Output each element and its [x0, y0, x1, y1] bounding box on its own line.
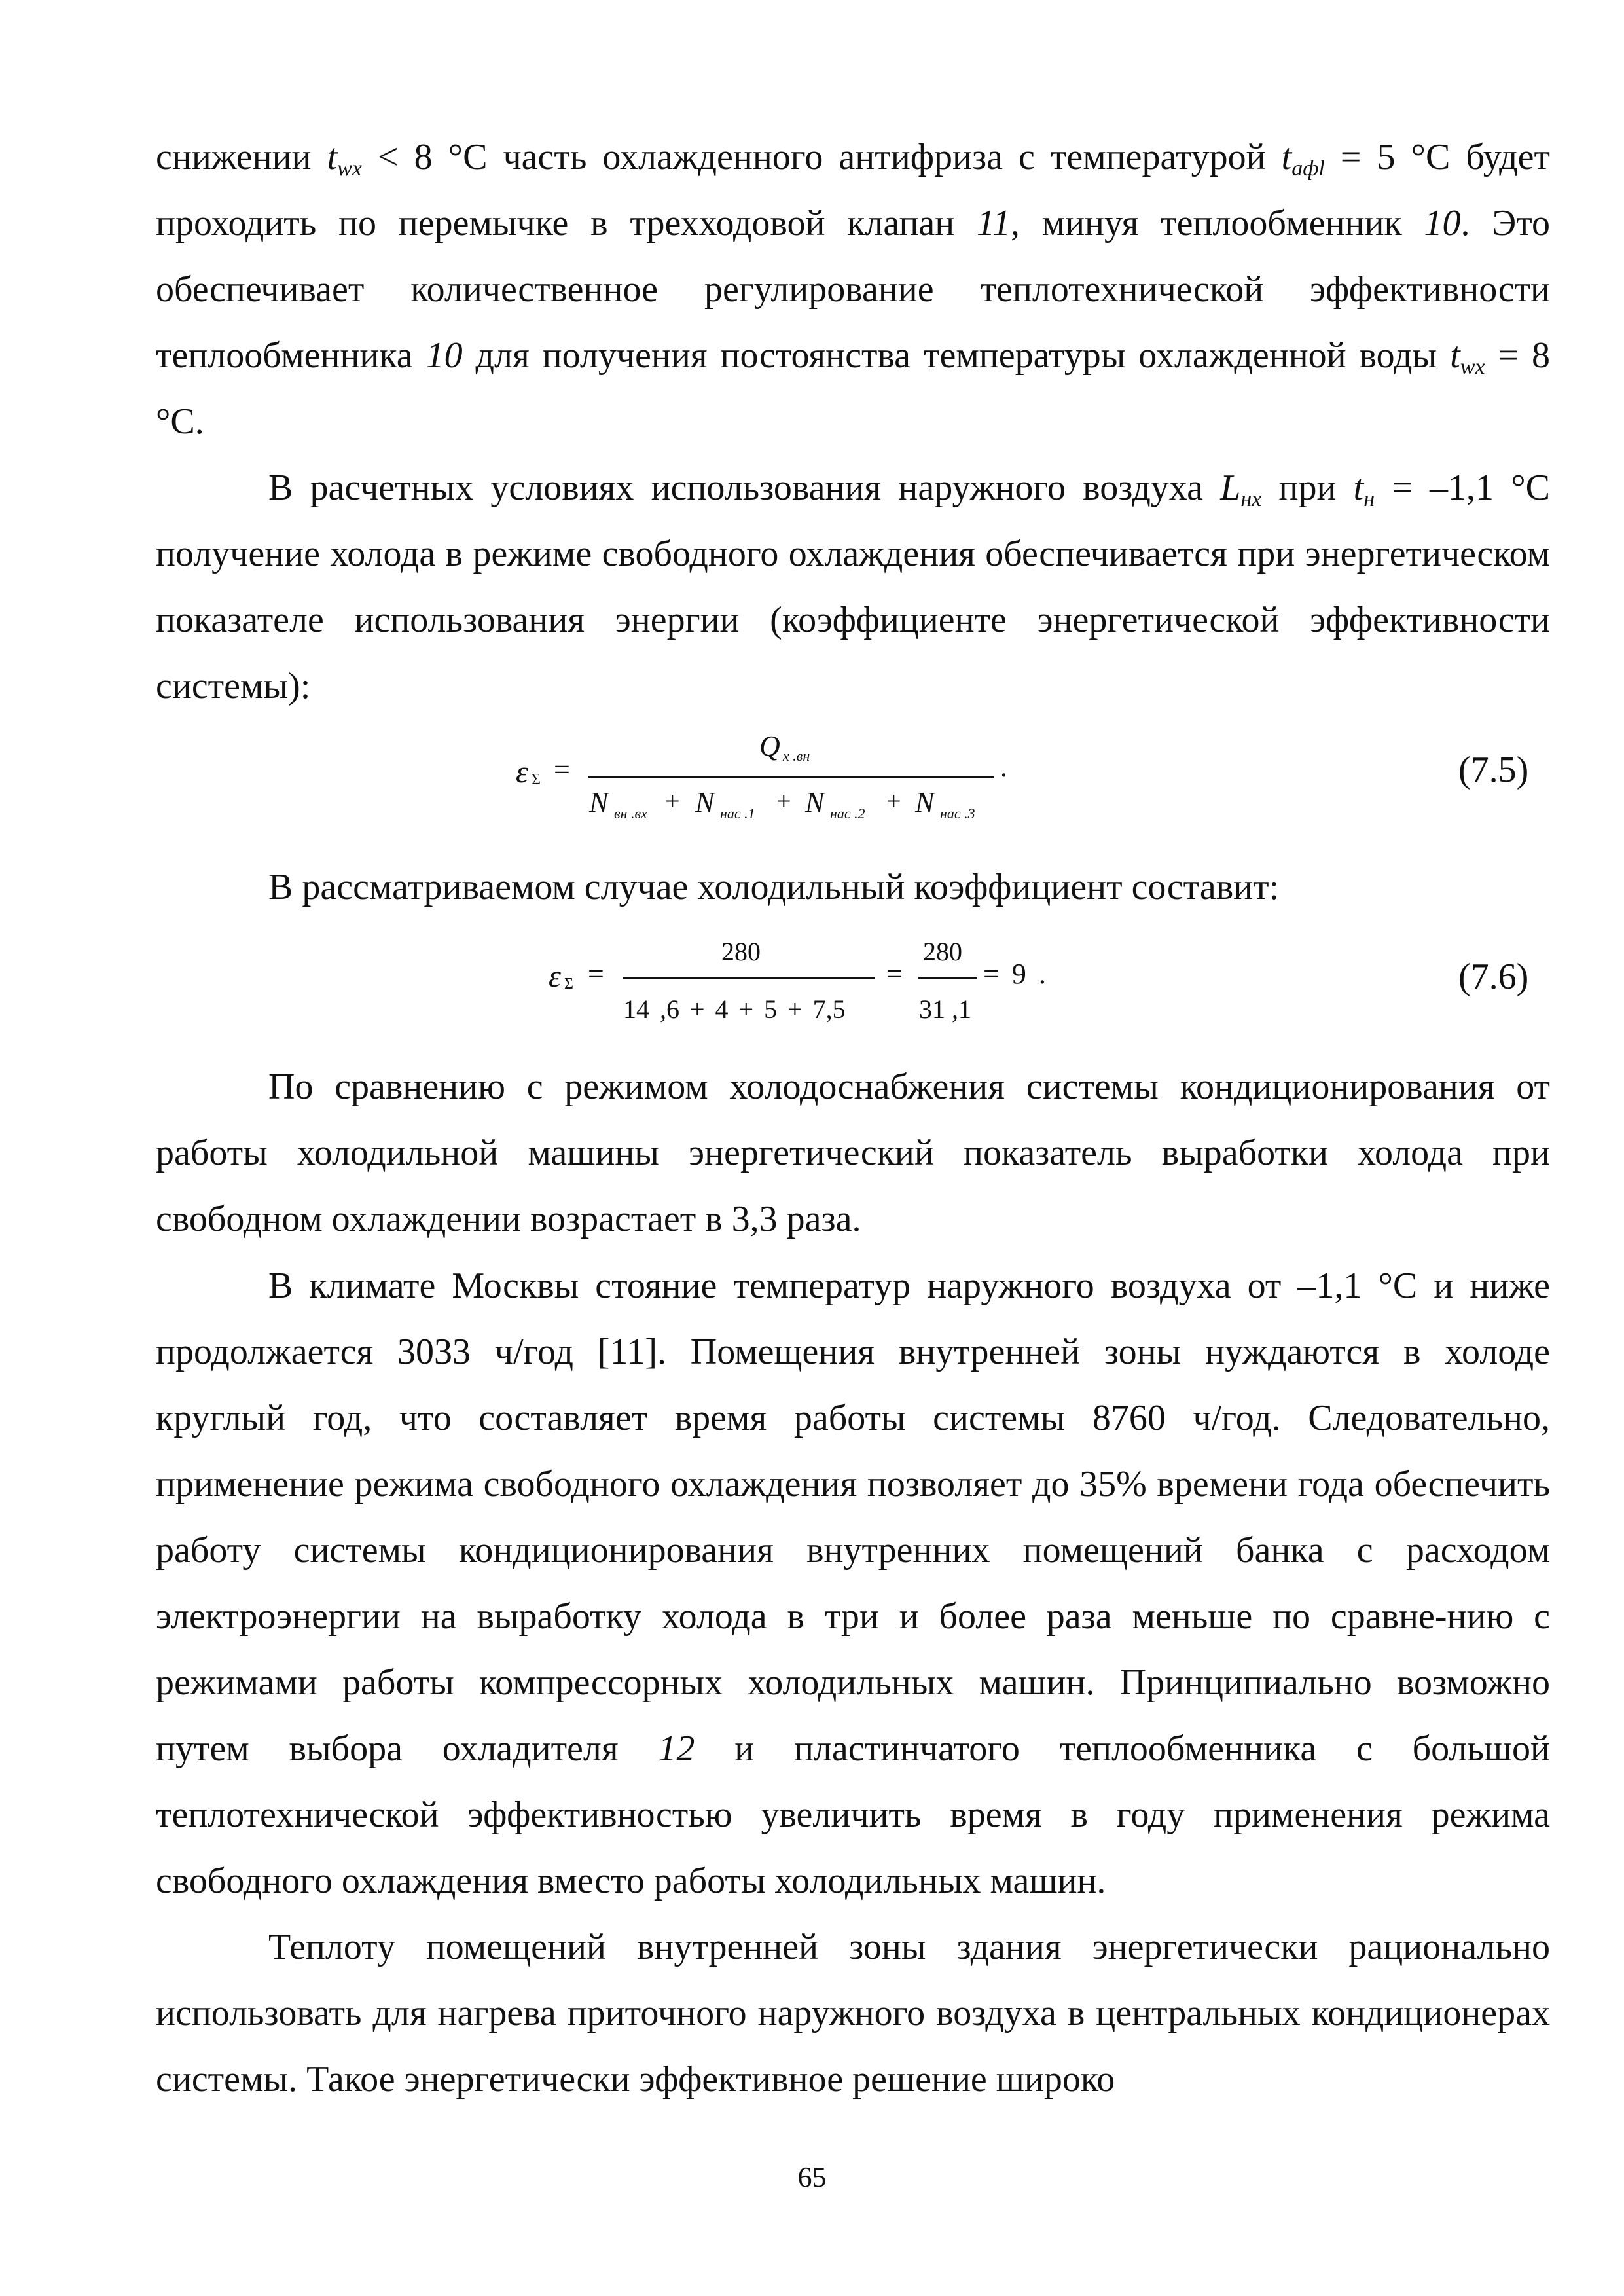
fraction-bar: [588, 776, 994, 778]
equals-sign: =: [886, 958, 903, 990]
denominator-1: 14 ,6 + 4 + 5 + 7,5: [623, 994, 846, 1024]
numerator-2: 280: [923, 937, 962, 966]
fraction-bar-1: [623, 977, 875, 979]
plus-sign: +: [665, 786, 680, 816]
equation-number: (7.6): [1458, 957, 1529, 997]
formula-result: = 9 .: [983, 958, 1046, 990]
numerator-q: Q: [759, 730, 780, 762]
den-n3: N: [805, 786, 825, 818]
paragraph-3: В рассматриваемом случае холодильный коэффициент составит:: [268, 867, 1280, 907]
formula-7-6: [0, 930, 1624, 1048]
denominator-2: 31 ,1: [919, 994, 971, 1024]
sigma-subscript: Σ: [564, 975, 573, 993]
den-n1: N: [589, 786, 609, 818]
paragraph-4: По сравнению с режимом холодоснабжения системы кондиционирования от работы холодильной машины энергетический показатель выработки холода при свободном охлаждении возрастает в 3,3 раза.: [156, 1066, 1550, 1239]
den-n4-subscript: нас .3: [940, 805, 975, 822]
numerator-q-subscript: х .вн: [783, 748, 810, 764]
den-n2-subscript: нас .1: [720, 805, 755, 822]
paragraph-5: В климате Москвы стояние температур наружного воздуха от –1,1 °С и ниже продолжается 3033 ч/год [11]. Помещения внутренней зоны нуждаются в холоде круглый год, что составляет время работы системы 8760 ч/год. Следовательно, применение режима свободного охлаждения позволяет до 35% времени года обеспечить работу системы кондиционирования внутренних помещений банка с расходом электроэнергии на выработку холода в три и более раза меньше по сравне-нию с режимами работы компрессорных холодильных машин. Принципиально возможно путем выбора охладителя 12 и пластинчатого теплообменника с большой теплотехнической эффективностью увеличить время в году применения режима свободного охлаждения вместо работы холодильных машин.: [156, 1266, 1550, 1901]
plus-sign: +: [886, 786, 901, 816]
equals-sign: =: [554, 754, 570, 786]
plus-sign: +: [776, 786, 791, 816]
fraction-bar-2: [918, 977, 977, 979]
den-n1-subscript: вн .вх: [614, 805, 647, 822]
equals-sign: =: [588, 958, 604, 990]
paragraph-1: снижении $t_{wx} < 8$ °С часть охлажденного антифриза с температурой $t_{афl} = 5$ °С будет проходить по перемычке в трехходовой клапан 11, минуя теплообменник 10. Это обеспечивает количественное регулирование теплотехнической эффективности теплообменника 10 для получения постоянства температуры охлажденной воды $t_{wx} = 8$ °С.: [156, 137, 1551, 442]
sigma-subscript: Σ: [532, 771, 541, 788]
page-number: 65: [797, 2161, 827, 2193]
formula-7-5: [0, 727, 1624, 858]
den-n4: N: [915, 786, 935, 818]
numerator-1: 280: [721, 937, 761, 966]
den-n3-subscript: нас .2: [830, 805, 865, 822]
equation-number: (7.5): [1458, 750, 1529, 790]
epsilon-symbol: ε: [549, 959, 561, 994]
paragraph-2: В расчетных условиях использования наружного воздуха $L_{нх}$ при $t_н = -1,1$ °С получение холода в режиме свободного охлаждения обеспечивается при энергетическом показателе использования энергии (коэффициенте энергетической эффективности системы):: [156, 467, 1550, 706]
epsilon-symbol: ε: [516, 755, 528, 790]
paragraph-6: Теплоту помещений внутренней зоны здания энергетически рационально использовать для нагрева приточного наружного воздуха в центральных кондиционерах системы. Такое энергетически эффективное решение широко: [156, 1927, 1550, 2100]
den-n2: N: [695, 786, 715, 818]
formula-end-dot: .: [1000, 751, 1007, 783]
